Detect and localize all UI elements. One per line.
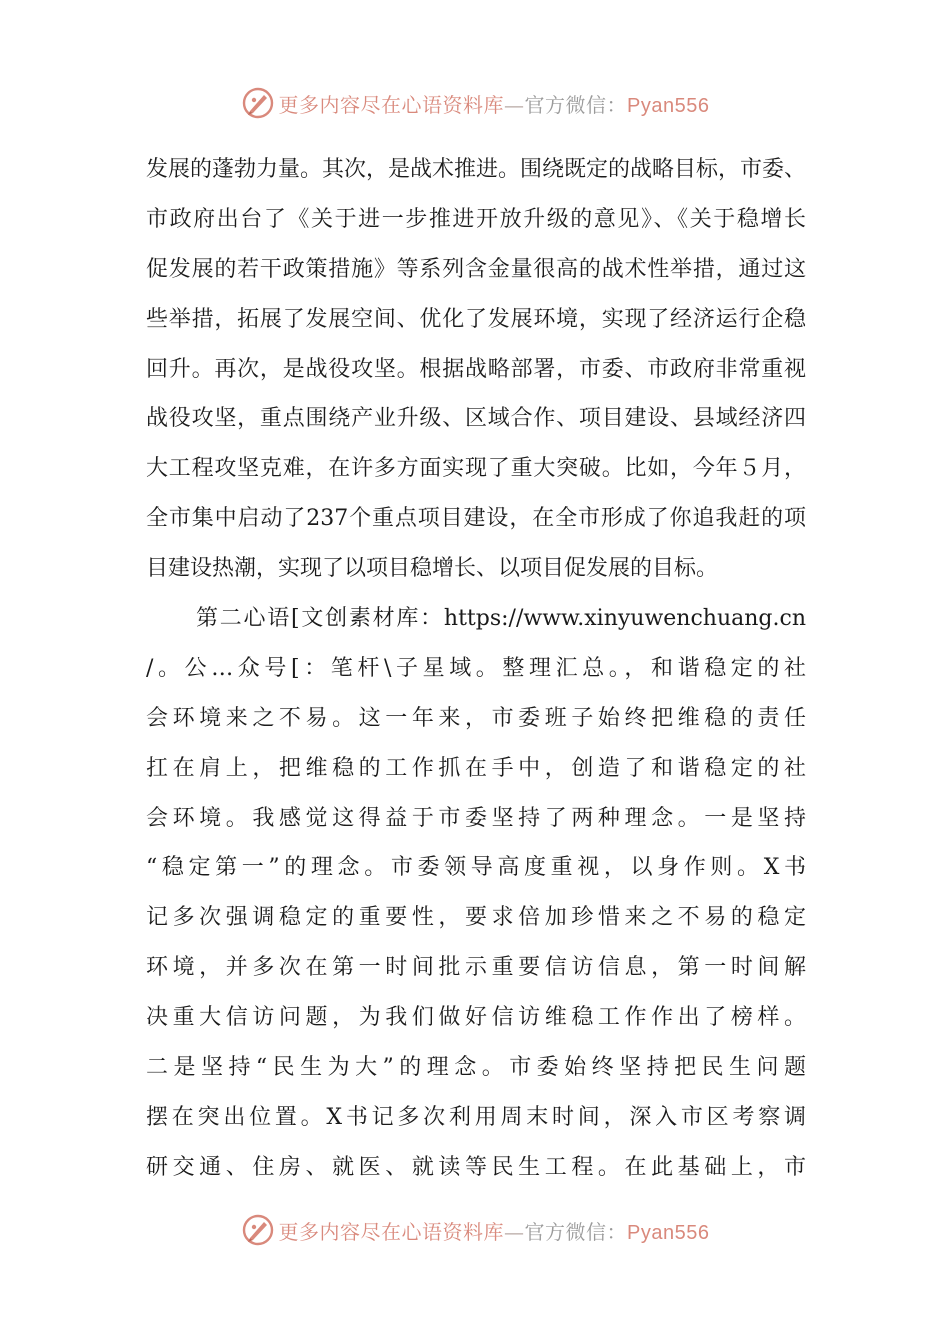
body-line: 二是坚持“民生为大”的理念。市委始终坚持把民生问题 xyxy=(146,1055,806,1081)
header-banner xyxy=(0,83,950,123)
header-brand: 更多内容尽在心语资料库 xyxy=(278,92,505,117)
body-line: 第二心语[文创素材库：https://www.xinyuwenchuang.cn xyxy=(196,606,806,632)
header-text xyxy=(279,89,710,118)
header-wechat-id: Pyan556 xyxy=(627,94,710,117)
body-line: 记多次强调稳定的重要性，要求倍加珍惜来之不易的稳定 xyxy=(146,905,806,931)
footer-banner xyxy=(0,1210,950,1250)
body-line: 目建设热潮，实现了以项目稳增长、以项目促发展的目标。 xyxy=(146,556,719,582)
pen-logo-icon xyxy=(241,1213,275,1247)
body-line: 摆在突出位置。X书记多次利用周末时间，深入市区考察调 xyxy=(146,1104,806,1130)
body-line: 研交通、住房、就医、就读等民生工程。在此基础上，市 xyxy=(146,1154,806,1180)
body-line: 全市集中启动了237个重点项目建设，在全市形成了你追我赶的项 xyxy=(146,506,806,532)
body-line: 市政府出台了《关于进一步推进开放升级的意见》、《关于稳增长 xyxy=(146,206,806,232)
body-line: 大工程攻坚克难，在许多方面实现了重大突破。比如，今年５月， xyxy=(146,456,806,482)
footer-wechat-label: 官方微信： xyxy=(524,1219,628,1244)
body-line: 会环境来之不易。这一年来，市委班子始终把维稳的责任 xyxy=(146,705,806,731)
document-body xyxy=(146,148,806,1196)
header-wechat-label: 官方微信： xyxy=(524,92,628,117)
body-line: 决重大信访问题，为我们做好信访维稳工作作出了榜样。 xyxy=(146,1005,806,1031)
body-line: 促发展的若干政策措施》等系列含金量很高的战术性举措，通过这 xyxy=(146,256,806,282)
body-line: 战役攻坚，重点围绕产业升级、区域合作、项目建设、县域经济四 xyxy=(146,406,806,432)
body-line: 会环境。我感觉这得益于市委坚持了两种理念。一是坚持 xyxy=(146,805,806,831)
body-line: 回升。再次，是战役攻坚。根据战略部署，市委、市政府非常重视 xyxy=(146,356,806,382)
footer-text xyxy=(279,1216,710,1245)
body-line: /。公…众号[：笔杆\子星域。整理汇总。，和谐稳定的社 xyxy=(146,655,806,681)
body-line: 些举措，拓展了发展空间、优化了发展环境，实现了经济运行企稳 xyxy=(146,306,806,332)
body-line: 扛在肩上，把维稳的工作抓在手中，创造了和谐稳定的社 xyxy=(146,755,806,781)
header-dash: — xyxy=(504,92,525,117)
body-line: 发展的蓬勃力量。其次，是战术推进。围绕既定的战略目标，市委、 xyxy=(146,157,806,182)
pen-logo-icon xyxy=(241,86,275,120)
footer-dash: — xyxy=(504,1219,525,1244)
body-line: “稳定第一”的理念。市委领导高度重视，以身作则。X书 xyxy=(146,855,806,881)
body-line: 环境，并多次在第一时间批示重要信访信息，第一时间解 xyxy=(146,955,806,981)
footer-wechat-id: Pyan556 xyxy=(627,1221,710,1244)
footer-brand: 更多内容尽在心语资料库 xyxy=(278,1219,505,1244)
